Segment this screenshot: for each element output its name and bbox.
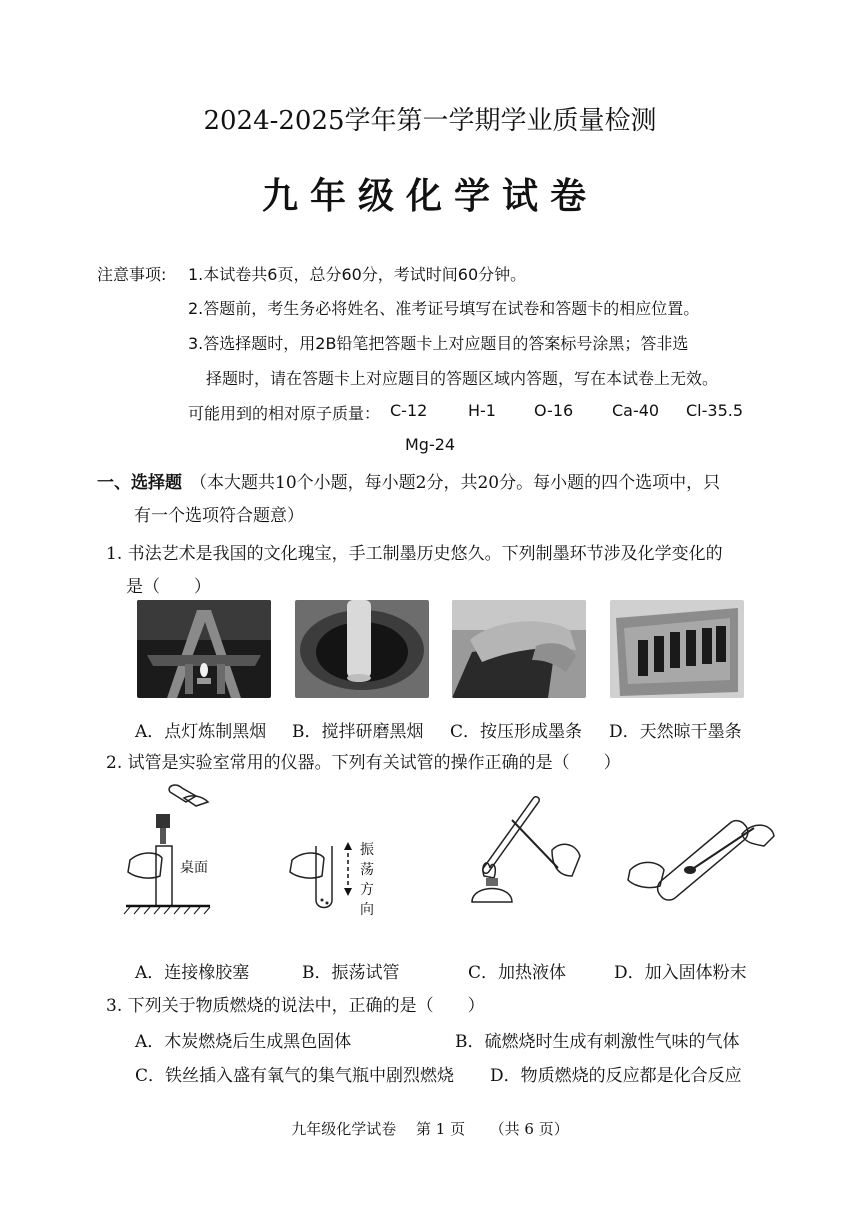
mass-h: H-1	[468, 401, 496, 420]
powder-figure	[624, 780, 794, 930]
mass-o: O-16	[534, 401, 574, 420]
q2-option-a: A．连接橡胶塞	[135, 963, 250, 983]
mass-c: C-12	[390, 401, 428, 420]
section-heading: 一、选择题	[97, 473, 182, 493]
q2-option-b: B．振荡试管	[302, 963, 400, 983]
q3-option-a: A．木炭燃烧后生成黑色固体	[135, 1032, 352, 1052]
exam-title: 九年级化学试卷	[261, 176, 598, 217]
pressing-photo	[452, 600, 586, 698]
mass-ca: Ca-40	[612, 401, 660, 420]
lamp-smoke-photo	[137, 600, 271, 698]
notes-item-3-line2: 择题时，请在答题卡上对应题目的答题区域内答题，写在本试卷上无效。	[206, 369, 719, 388]
q1-option-a: A．点灯炼制黑烟	[135, 722, 267, 742]
q1-option-c: C．按压形成墨条	[450, 722, 583, 742]
q3-option-d: D．物质燃烧的反应都是化合反应	[490, 1066, 742, 1086]
q2-stem: 2. 试管是实验室常用的仪器。下列有关试管的操作正确的是（ ）	[106, 753, 621, 773]
heating-figure	[462, 780, 632, 930]
q1-stem-line1: 1. 书法艺术是我国的文化瑰宝，手工制墨历史悠久。下列制墨环节涉及化学变化的	[106, 544, 723, 564]
desk-label: 桌面	[180, 860, 208, 876]
q2-option-d: D．加入固体粉末	[614, 963, 747, 983]
q1-option-b: B．搅拌研磨黑烟	[292, 722, 424, 742]
q3-stem: 3. 下列关于物质燃烧的说法中，正确的是（ ）	[106, 996, 485, 1016]
shaking-figure	[286, 780, 456, 930]
q1-stem-line2: 是（ ）	[126, 577, 211, 597]
notes-label: 注意事项:	[97, 265, 167, 284]
notes-item-2: 2.答题前，考生务必将姓名、准考证号填写在试卷和答题卡的相应位置。	[188, 299, 700, 318]
masses-label: 可能用到的相对原子质量：	[188, 404, 381, 423]
notes-item-1: 1.本试卷共6页，总分60分，考试时间60分钟。	[188, 265, 527, 284]
section-desc-line1: （本大题共10个小题，每小题2分，共20分。每小题的四个选项中，只	[190, 473, 721, 493]
shake-char-1: 振	[360, 842, 374, 858]
section-desc-line2: 有一个选项符合题意）	[134, 506, 304, 526]
shake-char-3: 方	[360, 882, 374, 898]
q3-option-b: B．硫燃烧时生成有刺激性气味的气体	[455, 1032, 740, 1052]
exam-subtitle: 2024-2025学年第一学期学业质量检测	[203, 106, 657, 136]
grinding-photo	[295, 600, 429, 698]
q1-option-d: D．天然晾干墨条	[609, 722, 742, 742]
mass-cl: Cl-35.5	[686, 401, 744, 420]
q2-option-c: C．加热液体	[468, 963, 567, 983]
page-footer: 九年级化学试卷 第 1 页 （共 6 页）	[291, 1120, 569, 1138]
drying-photo	[610, 600, 744, 698]
shake-char-2: 荡	[360, 862, 374, 878]
q3-option-c: C．铁丝插入盛有氧气的集气瓶中剧烈燃烧	[135, 1066, 455, 1086]
mass-mg: Mg-24	[405, 435, 456, 454]
stopper-figure	[122, 780, 292, 930]
shake-char-4: 向	[360, 902, 374, 918]
notes-item-3-line1: 3.答选择题时，用2B铅笔把答题卡上对应题目的答案标号涂黑；答非选	[188, 334, 689, 353]
